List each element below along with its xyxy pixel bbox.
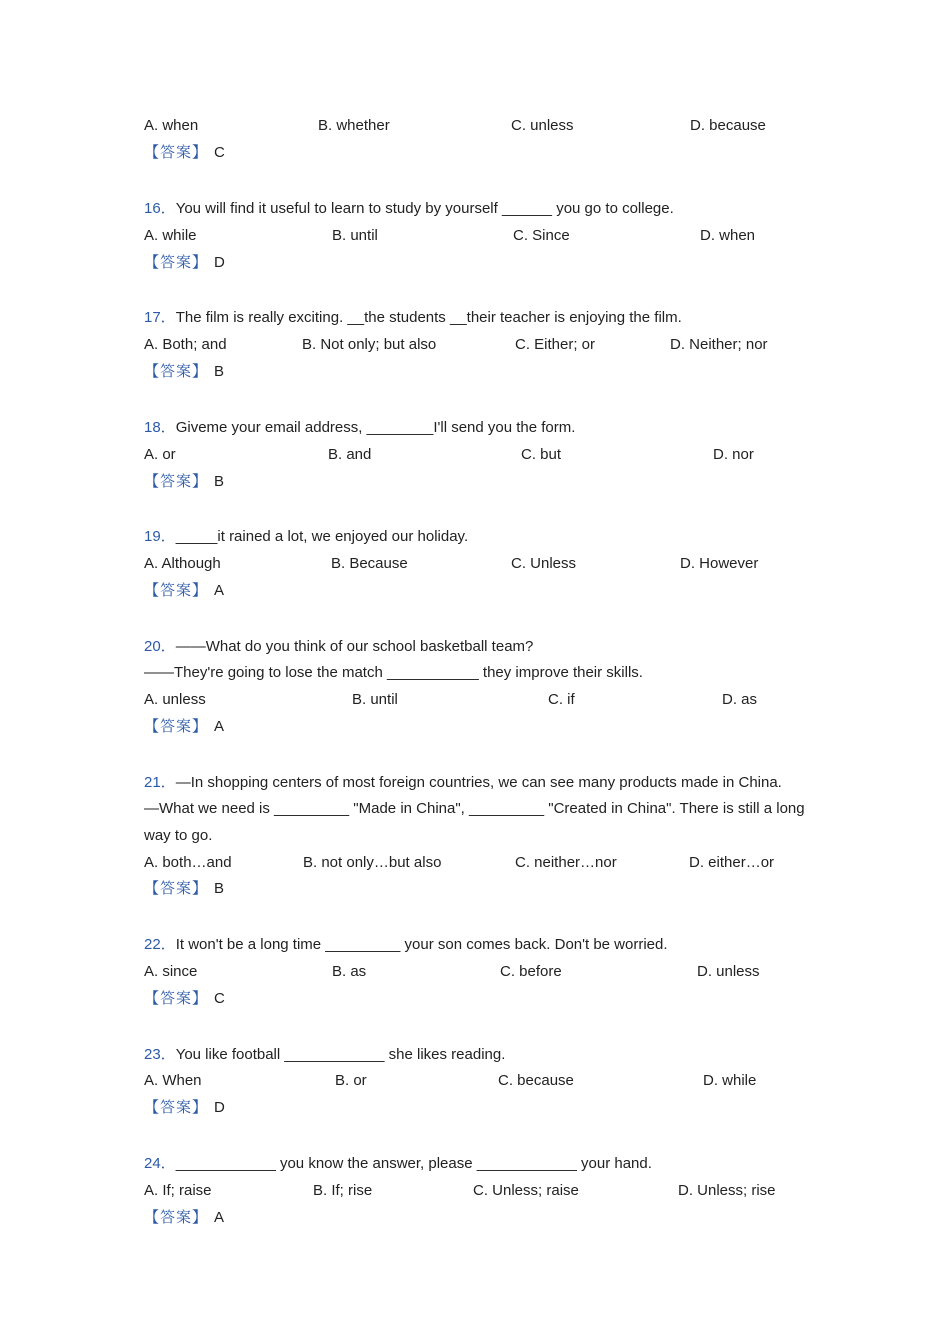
option-c: C. because (498, 1072, 574, 1089)
option-c: C. neither…nor (515, 854, 617, 871)
stem-text: Giveme your email address, ________I'll send you the form. (175, 419, 576, 436)
option-b: B. as (332, 963, 367, 980)
answer-label: 【答案】 (144, 582, 209, 599)
answer-value: C (214, 990, 225, 1007)
question-stem (144, 636, 533, 658)
option-b: B. not only…but also (303, 854, 442, 871)
stem-text: The film is really exciting. __the students __their teacher is enjoying the film. (175, 309, 682, 326)
stem-text: way to go. (144, 827, 213, 844)
answer-value: B (214, 363, 225, 380)
answer-value: B (214, 473, 225, 490)
option-c: C. unless (511, 117, 574, 134)
answer-line (144, 361, 224, 383)
question-number: 20． (144, 638, 176, 655)
question-stem (144, 526, 468, 548)
stem-text: —What we need is _________ "Made in China", _________ "Created in China". There is still a long (144, 800, 805, 817)
answer-label: 【答案】 (144, 363, 209, 380)
option-a: A. unless (144, 691, 206, 708)
option-d: D. while (703, 1072, 757, 1089)
question-stem (144, 198, 674, 220)
option-b: B. Because (331, 555, 408, 572)
answer-label: 【答案】 (144, 1099, 209, 1116)
option-a: A. Although (144, 555, 221, 572)
answer-value: D (214, 254, 225, 271)
option-a: A. when (144, 117, 199, 134)
option-b: B. whether (318, 117, 390, 134)
option-b: B. or (335, 1072, 367, 1089)
answer-value: C (214, 144, 225, 161)
option-c: C. but (521, 446, 562, 463)
question-number: 18． (144, 419, 176, 436)
option-a: A. while (144, 227, 197, 244)
question-stem (144, 307, 682, 329)
answer-line (144, 1207, 224, 1229)
option-a: A. since (144, 963, 198, 980)
option-c: C. Either; or (515, 336, 596, 353)
option-a: A. both…and (144, 854, 232, 871)
option-b: B. Not only; but also (302, 336, 437, 353)
answer-value: A (214, 582, 225, 599)
question-stem (144, 417, 575, 439)
question-number: 23． (144, 1046, 176, 1063)
answer-line (144, 471, 224, 493)
stem-text: —In shopping centers of most foreign countries, we can see many products made in China. (175, 774, 782, 791)
question-stem (144, 772, 782, 794)
option-b: B. and (328, 446, 372, 463)
answer-line (144, 1097, 225, 1119)
answer-label: 【答案】 (144, 1209, 209, 1226)
option-d: D. as (722, 691, 758, 708)
answer-label: 【答案】 (144, 473, 209, 490)
option-a: A. Both; and (144, 336, 227, 353)
option-a: A. If; raise (144, 1182, 212, 1199)
answer-value: A (214, 1209, 225, 1226)
answer-label: 【答案】 (144, 718, 209, 735)
answer-label: 【答案】 (144, 144, 209, 161)
stem-text: _____it rained a lot, we enjoyed our holiday. (175, 528, 469, 545)
answer-value: D (214, 1099, 225, 1116)
question-number: 16． (144, 200, 176, 217)
answer-label: 【答案】 (144, 880, 209, 897)
option-c: C. Unless; raise (473, 1182, 579, 1199)
option-a: A. When (144, 1072, 202, 1089)
stem-text: You will find it useful to learn to study by yourself ______ you go to college. (175, 200, 674, 217)
option-d: D. unless (697, 963, 760, 980)
option-a: A. or (144, 446, 176, 463)
stem-text: ____________ you know the answer, please ____________ your hand. (175, 1155, 652, 1172)
question-stem (144, 1044, 505, 1066)
question-number: 19． (144, 528, 176, 545)
stem-text: You like football ____________ she likes reading. (175, 1046, 506, 1063)
question-number: 21． (144, 774, 176, 791)
option-b: B. until (332, 227, 378, 244)
option-c: C. if (548, 691, 575, 708)
option-d: D. either…or (689, 854, 775, 871)
option-b: B. If; rise (313, 1182, 373, 1199)
answer-value: B (214, 880, 225, 897)
answer-line (144, 580, 224, 602)
question-stem (144, 934, 668, 956)
question-number: 17． (144, 309, 176, 326)
option-c: C. before (500, 963, 562, 980)
stem-text: It won't be a long time _________ your son comes back. Don't be worried. (175, 936, 668, 953)
answer-label: 【答案】 (144, 990, 209, 1007)
question-number: 22． (144, 936, 176, 953)
option-d: D. because (690, 117, 766, 134)
option-d: D. Unless; rise (678, 1182, 776, 1199)
option-d: D. However (680, 555, 759, 572)
question-stem (144, 1153, 652, 1175)
answer-line (144, 988, 225, 1010)
answer-label: 【答案】 (144, 254, 209, 271)
answer-line (144, 252, 225, 274)
option-d: D. when (700, 227, 756, 244)
stem-text: ——They're going to lose the match ___________ they improve their skills. (144, 664, 643, 681)
option-c: C. Unless (511, 555, 577, 572)
answer-line (144, 878, 224, 900)
answer-line (144, 142, 225, 164)
stem-text: ——What do you think of our school basketball team? (175, 638, 534, 655)
answer-line (144, 716, 224, 738)
question-number: 24． (144, 1155, 176, 1172)
answer-value: A (214, 718, 225, 735)
option-d: D. nor (713, 446, 754, 463)
option-c: C. Since (513, 227, 570, 244)
option-b: B. until (352, 691, 398, 708)
option-d: D. Neither; nor (670, 336, 768, 353)
